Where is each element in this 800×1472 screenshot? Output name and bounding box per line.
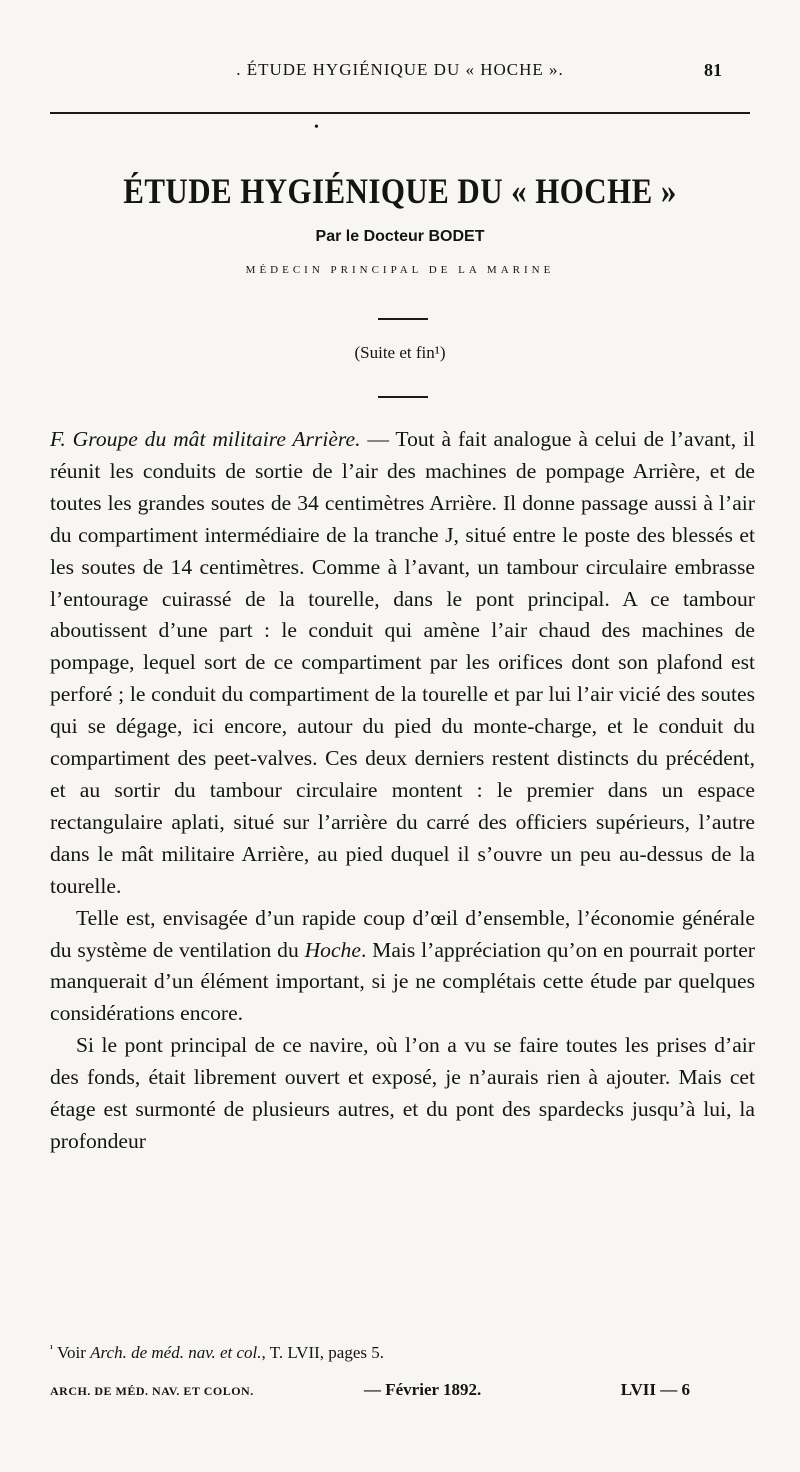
article-title: ÉTUDE HYGIÉNIQUE DU « HOCHE »	[123, 171, 677, 211]
section-label: F. Groupe du mât militaire Arrière.	[50, 427, 361, 451]
journal-volume: LVII — 6	[620, 1380, 690, 1399]
paragraph-text: Telle est, envisagée d’un rapide coup d’œil d’ensemble, l’économie générale du système de ventilation du	[50, 905, 755, 962]
running-title: . ÉTUDE HYGIÉNIQUE DU « HOCHE ».	[236, 60, 564, 79]
footnote-journal: Arch. de méd. nav. et col.	[90, 1343, 262, 1362]
continuation-note: (Suite et fin¹)	[354, 343, 446, 362]
ornament-bullet: •	[314, 120, 319, 135]
separator-rule-top	[378, 318, 428, 320]
page-number: 81	[704, 60, 722, 80]
paragraph-text: — Tout à fait analogue à celui de l’avant, il réunit les conduits de sortie de l’air des machines de pompage Arrière, et de toutes les grandes soutes de 34 centimètres Arrière. Il donne passage aussi à l’air du compartiment intermédiaire de la tranche J, situé entre le poste des blessés et les soutes de 14 centimètres. Comme à l’avant, un tambour circulaire embrasse l’entourage cuirassé de la tourelle, dans le pont principal. A ce tambour aboutissent d’une part : le conduit qui amène l’air chaud des machines de pompage, lequel sort de ce compartiment par les orifices dont son plafond est perforé ; le conduit du compartiment de la tourelle et par lui l’air vicié des soutes qui se dégage, ici encore, autour du pied du monte-charge, et le conduit du compartiment des peet-valves. Ces deux derniers restent distincts du précédent, et au sortir du tambour circulaire montent : le premier dans un espace rectangulaire aplati, situé sur l’arrière du carré des officiers supérieurs, l’autre dans le mât militaire Arrière, au pied duquel il s’ouvre un peu au-dessus de la tourelle.	[50, 427, 755, 898]
article-body	[50, 424, 755, 1158]
paragraph-main-deck: Si le pont principal de ce navire, où l’on a vu se faire toutes les prises d’air des fonds, était librement ouvert et exposé, je n’aurais rien à ajouter. Mais cet étage est surmonté de plusieurs autres, et du pont des spardecks jusqu’à lui, la profondeur	[50, 1033, 755, 1153]
article-byline: Par le Docteur BODET	[315, 228, 485, 245]
paragraph-text: . Mais l’appréciation qu’on en pourrait porter manquerait d’un élément important, si je ne complétais cette étude par quelques considérations encore.	[50, 937, 755, 1026]
journal-date: — Février 1892.	[364, 1380, 482, 1399]
paragraph-group-f	[50, 424, 755, 903]
author-affiliation: MÉDECIN PRINCIPAL DE LA MARINE	[245, 264, 555, 276]
footnote	[50, 1343, 755, 1363]
journal-reference: ARCH. DE MÉD. NAV. ET COLON.	[50, 1384, 254, 1398]
footnote-text-end: , T. LVII, pages 5.	[261, 1343, 384, 1362]
paragraph-summary	[50, 903, 755, 1031]
ship-name: Hoche	[304, 937, 361, 962]
footnote-text: Voir	[53, 1343, 91, 1362]
running-head	[48, 60, 752, 90]
separator-rule-bottom	[378, 396, 428, 398]
footnote-marker: ¹	[50, 1343, 53, 1355]
header-rule	[50, 112, 750, 114]
